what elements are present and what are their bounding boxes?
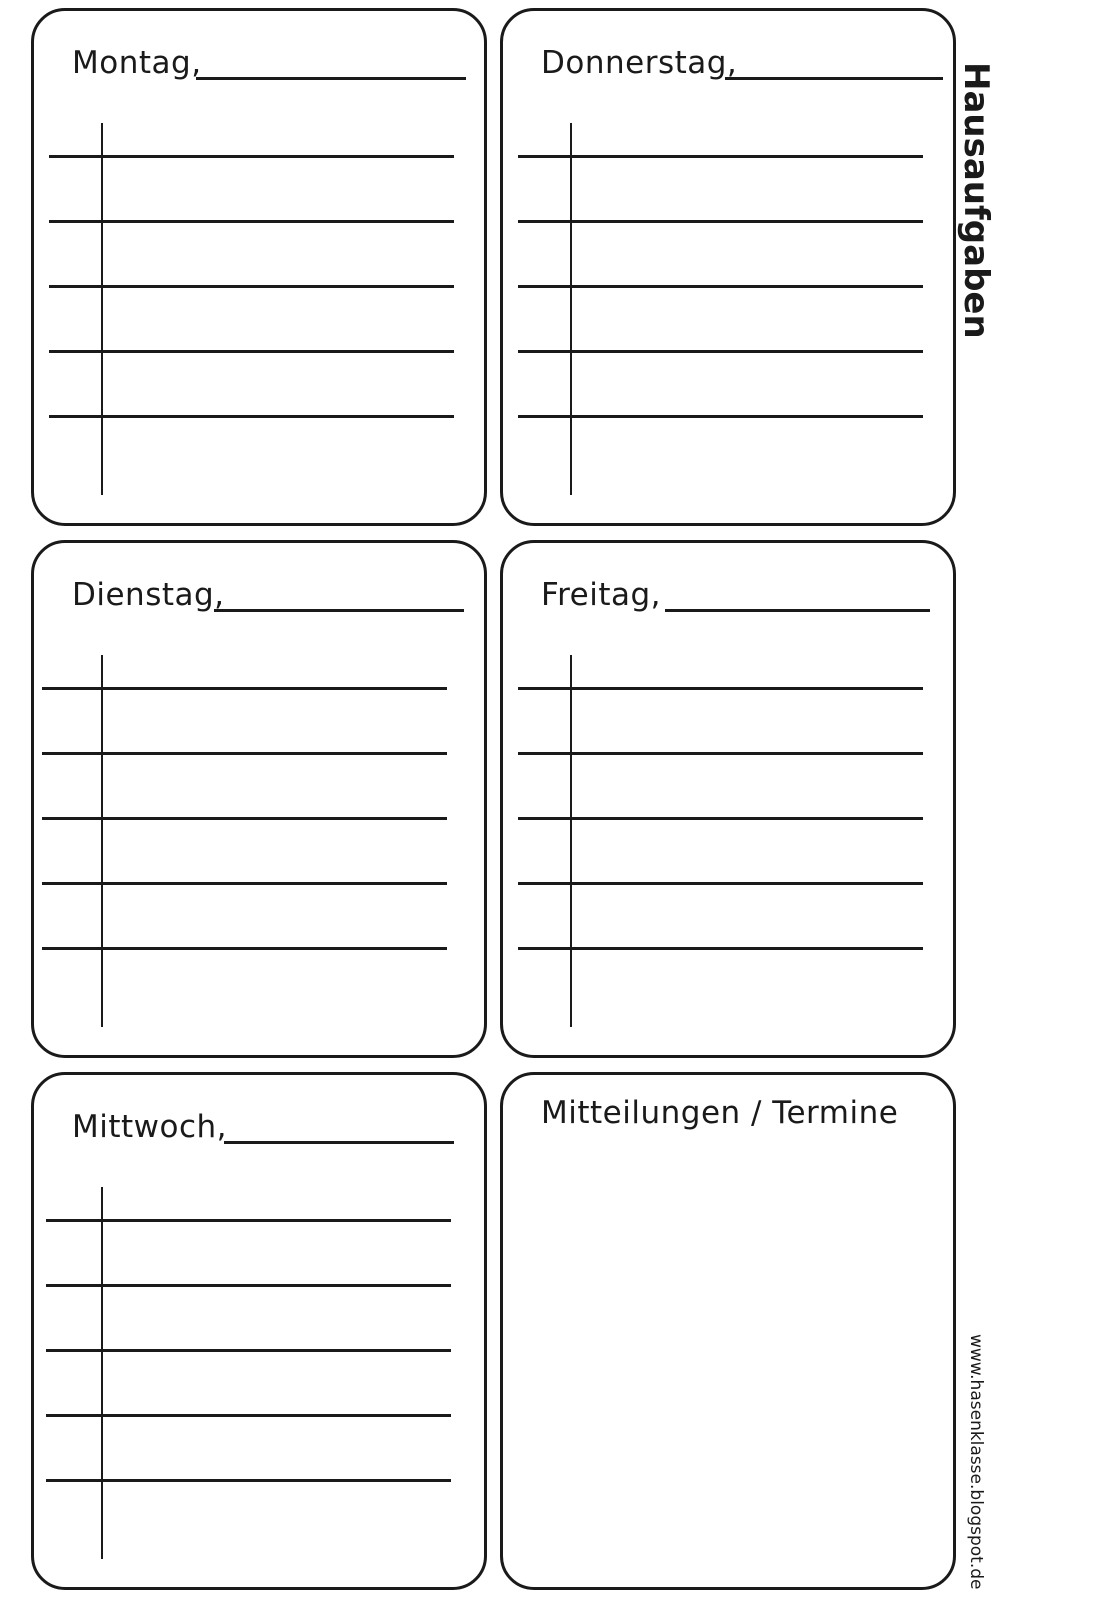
day-card-thursday bbox=[500, 8, 956, 526]
source-url: www.hasenklasse.blogspot.de bbox=[966, 1334, 986, 1590]
date-line[interactable] bbox=[214, 609, 464, 612]
homework-line[interactable] bbox=[46, 1284, 451, 1287]
homework-line[interactable] bbox=[49, 415, 454, 418]
homework-line[interactable] bbox=[518, 350, 923, 353]
homework-line[interactable] bbox=[518, 687, 923, 690]
homework-line[interactable] bbox=[42, 687, 447, 690]
day-card-friday bbox=[500, 540, 956, 1058]
homework-line[interactable] bbox=[518, 220, 923, 223]
date-line[interactable] bbox=[196, 77, 466, 80]
homework-line[interactable] bbox=[49, 155, 454, 158]
homework-line[interactable] bbox=[518, 752, 923, 755]
date-line[interactable] bbox=[224, 1141, 454, 1144]
day-heading-wednesday: Mittwoch, bbox=[72, 1109, 228, 1145]
homework-line[interactable] bbox=[518, 947, 923, 950]
notes-card[interactable] bbox=[500, 1072, 956, 1590]
homework-line[interactable] bbox=[518, 817, 923, 820]
margin-line bbox=[570, 655, 572, 1027]
margin-line bbox=[101, 123, 103, 495]
day-card-tuesday bbox=[31, 540, 487, 1058]
notes-heading: Mitteilungen / Termine bbox=[541, 1095, 899, 1131]
page-title: Hausaufgaben bbox=[956, 62, 996, 339]
homework-line[interactable] bbox=[46, 1479, 451, 1482]
date-line[interactable] bbox=[665, 609, 930, 612]
homework-line[interactable] bbox=[46, 1219, 451, 1222]
homework-line[interactable] bbox=[518, 415, 923, 418]
homework-line[interactable] bbox=[46, 1414, 451, 1417]
margin-line bbox=[570, 123, 572, 495]
homework-line[interactable] bbox=[42, 947, 447, 950]
homework-line[interactable] bbox=[518, 882, 923, 885]
day-heading-friday: Freitag, bbox=[541, 577, 662, 613]
day-heading-tuesday: Dienstag, bbox=[72, 577, 225, 613]
margin-line bbox=[101, 655, 103, 1027]
homework-line[interactable] bbox=[518, 285, 923, 288]
homework-line[interactable] bbox=[49, 285, 454, 288]
margin-line bbox=[101, 1187, 103, 1559]
homework-line[interactable] bbox=[42, 882, 447, 885]
homework-line[interactable] bbox=[42, 817, 447, 820]
date-line[interactable] bbox=[725, 77, 943, 80]
day-heading-monday: Montag, bbox=[72, 45, 202, 81]
homework-line[interactable] bbox=[49, 350, 454, 353]
day-card-wednesday bbox=[31, 1072, 487, 1590]
homework-line[interactable] bbox=[49, 220, 454, 223]
day-card-monday bbox=[31, 8, 487, 526]
homework-line[interactable] bbox=[518, 155, 923, 158]
homework-line[interactable] bbox=[42, 752, 447, 755]
day-heading-thursday: Donnerstag, bbox=[541, 45, 738, 81]
homework-line[interactable] bbox=[46, 1349, 451, 1352]
